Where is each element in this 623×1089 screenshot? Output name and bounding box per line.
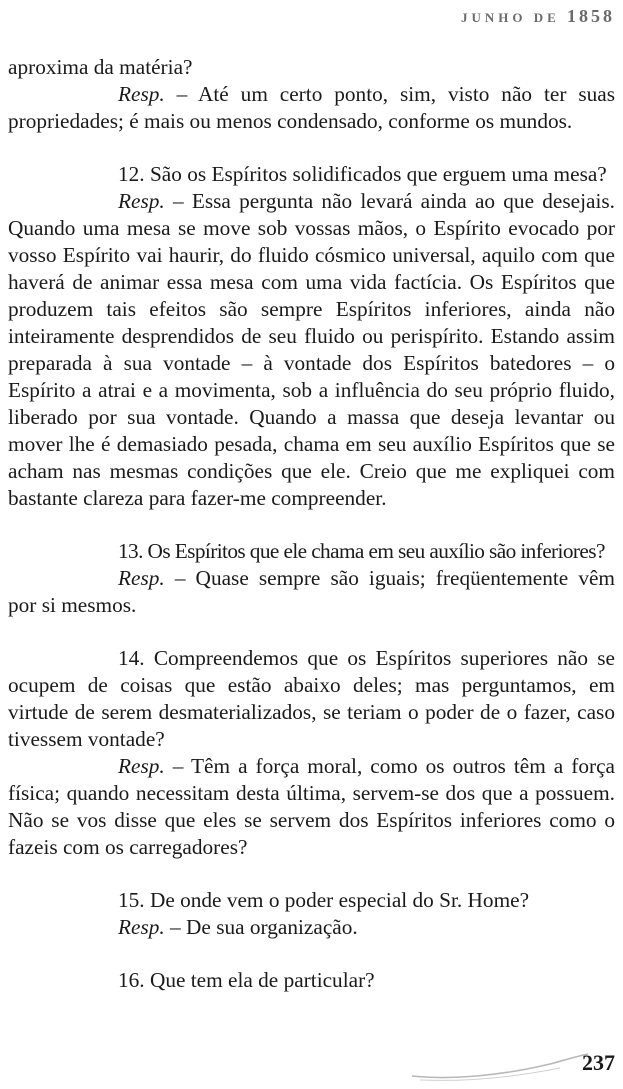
answer-14 <box>8 753 615 861</box>
resp-label: Resp. <box>118 754 165 778</box>
question-16: 16. Que tem ela de particular? <box>118 968 375 992</box>
page-number: 237 <box>582 1050 615 1075</box>
running-header <box>461 6 615 27</box>
question-15: 15. De onde vem o poder especial do Sr. Home? <box>118 888 530 912</box>
question-14: 14. Compreendemos que os Espíritos superiores não se ocupem de coisas que estão abaixo deles; mas perguntamos, em virtude de serem desmaterializados, se teriam o poder de o fazer, caso tivessem vontade? <box>8 646 615 751</box>
paragraph-continuation: aproxima da matéria? <box>8 55 193 79</box>
answer-text: – De sua organização. <box>164 915 358 939</box>
footer-swoosh-ornament <box>410 1050 590 1084</box>
resp-label: Resp. <box>118 82 165 106</box>
answer-text: – Até um certo ponto, sim, visto não ter suas propriedades; é mais ou menos condensado, conforme os mundos. <box>8 82 615 133</box>
resp-label: Resp. <box>118 189 165 213</box>
answer-text: – Quase sempre são iguais; freqüentemente vêm por si mesmos. <box>8 566 615 617</box>
answer-15 <box>8 914 615 941</box>
header-year: 1858 <box>567 6 615 26</box>
question-13: 13. Os Espíritos que ele chama em seu auxílio são inferiores? <box>118 539 605 563</box>
answer-text: – Têm a força moral, como os outros têm a força física; quando necessitam desta última, servem-se dos que a possuem. Não se vos disse que eles se servem dos Espíritos inferiores como o fazeis com os carregadores? <box>8 754 615 859</box>
resp-label: Resp. <box>118 566 165 590</box>
answer-13 <box>8 565 615 619</box>
answer-text: – Essa pergunta não levará ainda ao que desejais. Quando uma mesa se move sob vossas mãos, o Espírito evocado por vosso Espírito vai haurir, do fluido cósmico universal, aquilo com que haverá de animar essa mesa com uma vida factícia. Os Espíritos que produzem tais efeitos são sempre Espíritos inferiores, ainda não inteiramente desprendidos de seu fluido ou perispírito. Estando assim preparada à sua vontade – à vontade dos Espíritos batedores – o Espírito a atrai e a movimenta, sob a influência do seu próprio fluido, liberado por sua vontade. Quando a massa que deseja levantar ou mover lhe é demasiado pesada, chama em seu auxílio Espíritos que se acham nas mesmas condições que ele. Creio que me expliquei com bastante clareza para fazer-me compreender. <box>8 189 615 510</box>
answer-11 <box>8 81 615 135</box>
question-12: 12. São os Espíritos solidificados que erguem uma mesa? <box>118 162 607 186</box>
page-body <box>8 54 615 994</box>
answer-12 <box>8 188 615 512</box>
resp-label: Resp. <box>118 915 165 939</box>
header-month: JUNHO DE <box>460 10 560 25</box>
